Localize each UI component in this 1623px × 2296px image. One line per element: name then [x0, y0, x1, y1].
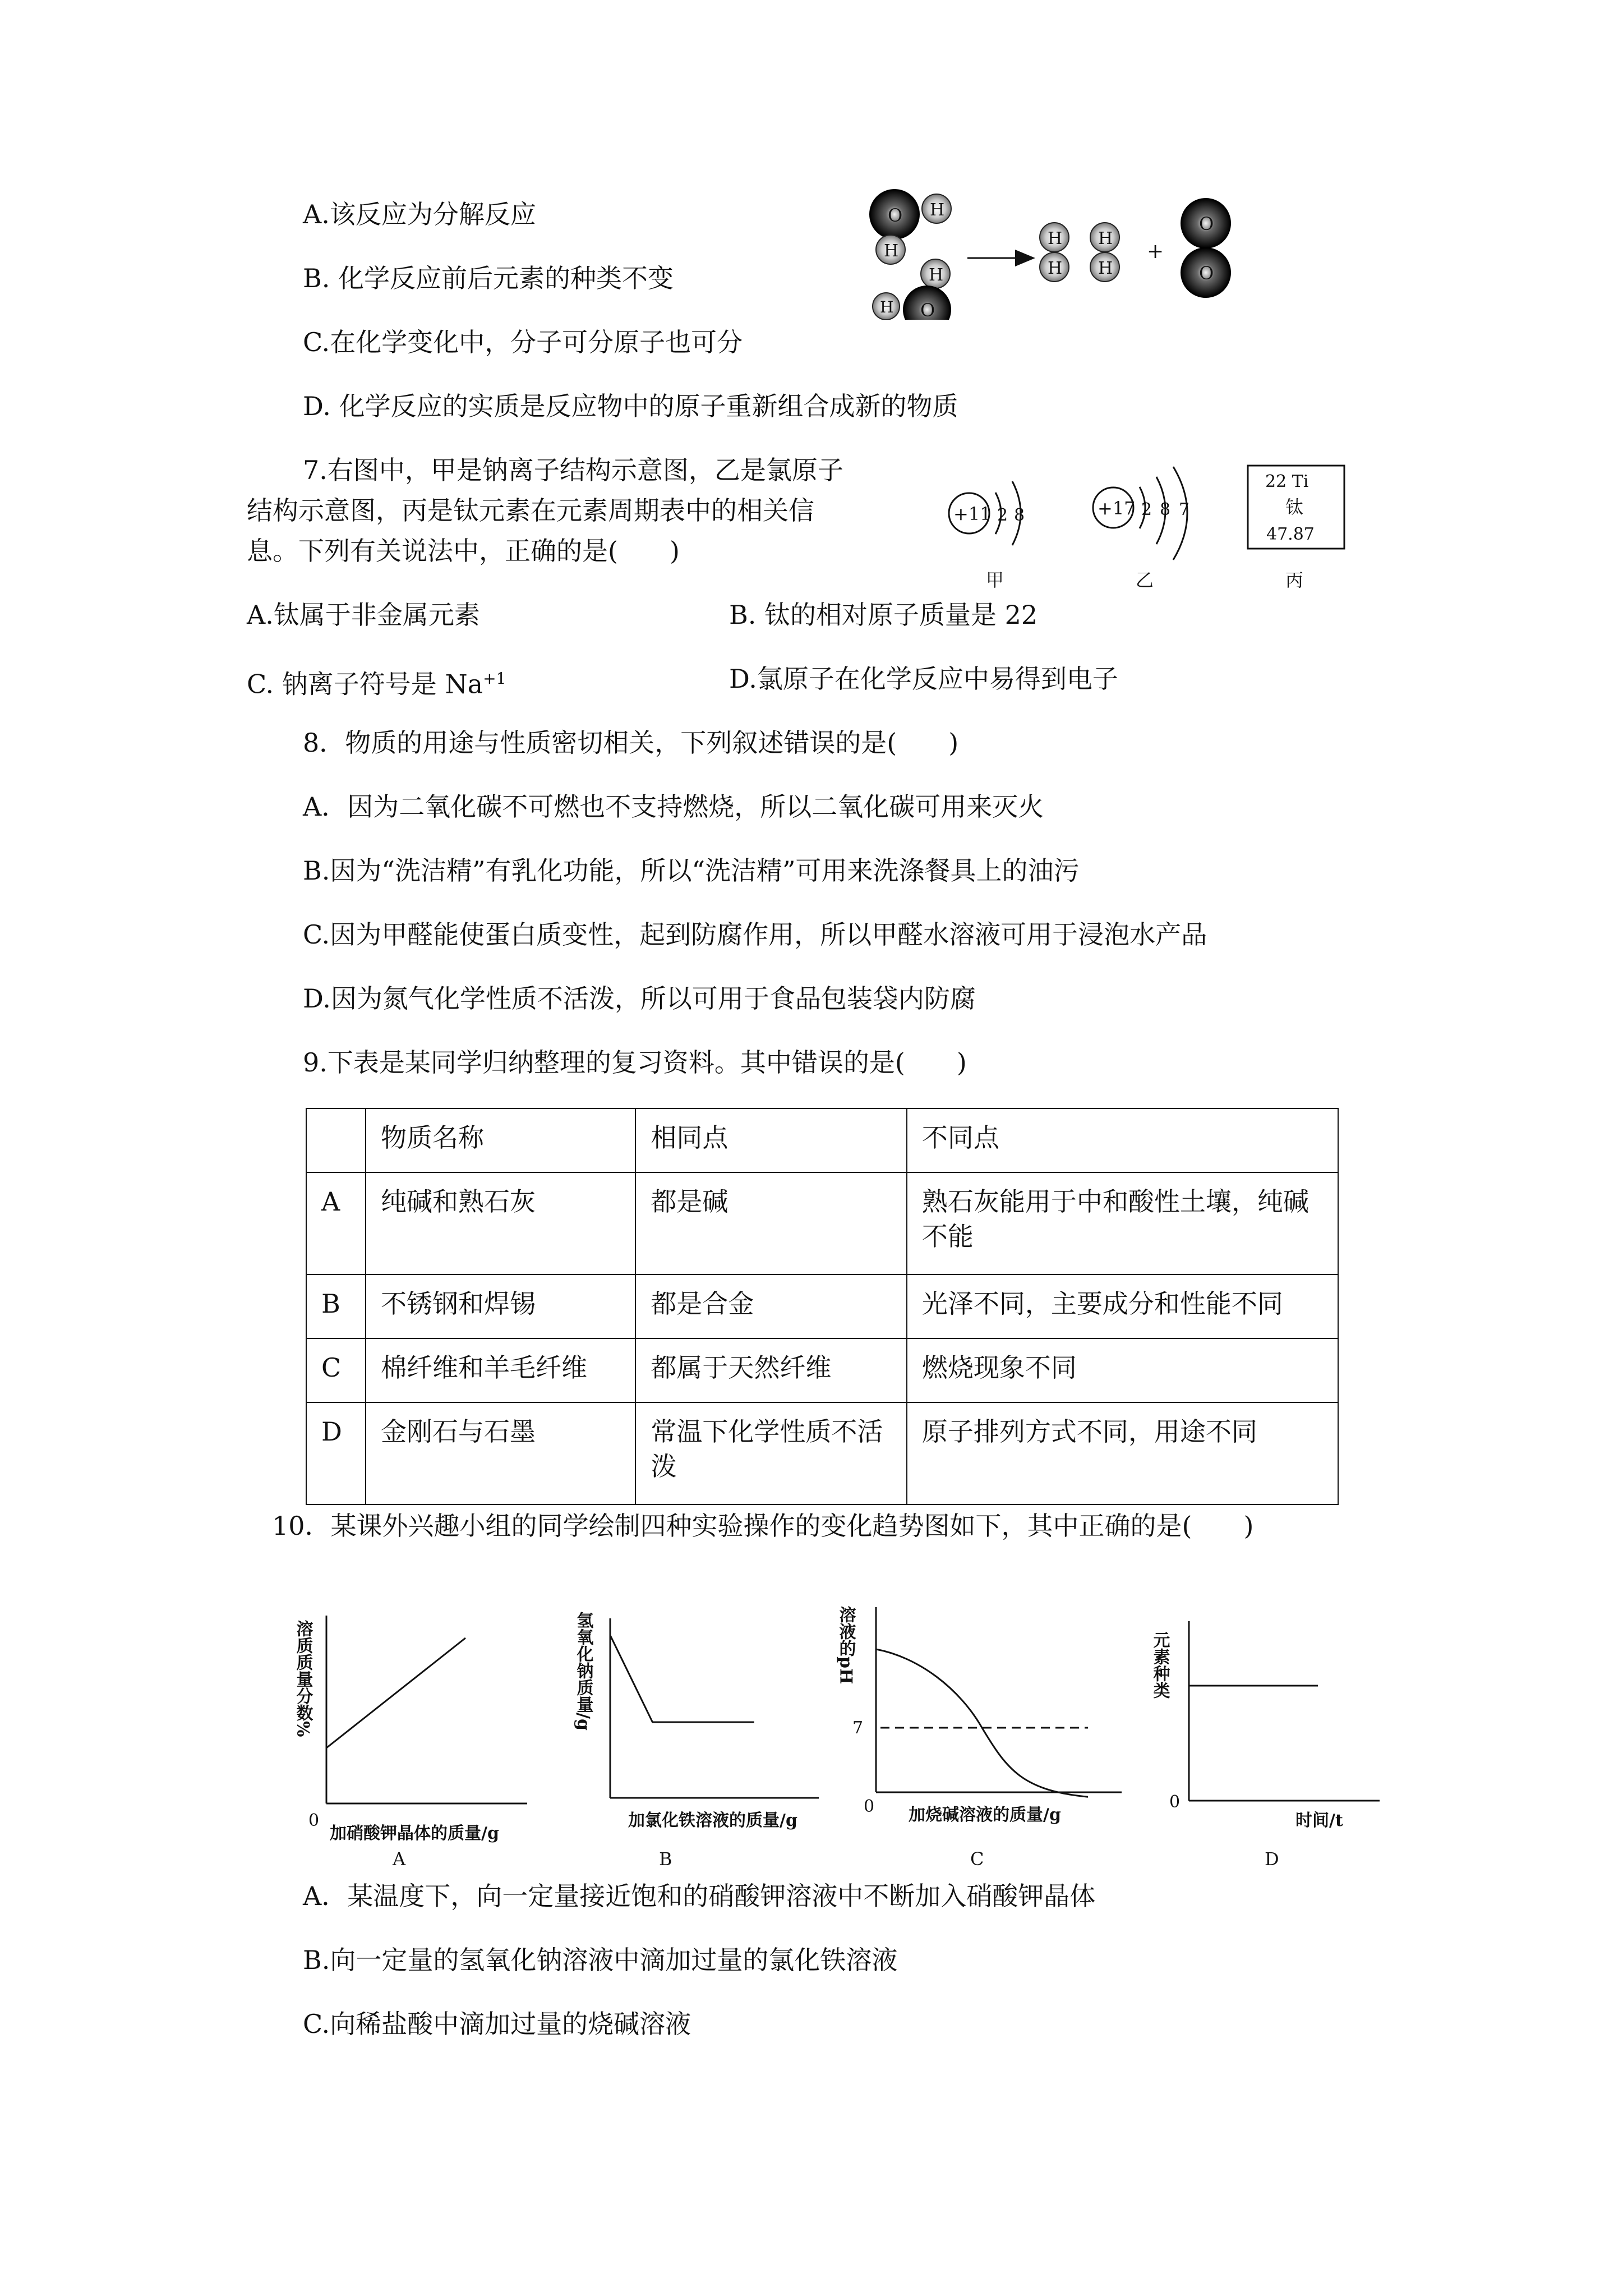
- series-line: [876, 1649, 1088, 1797]
- svg-text:H: H: [884, 241, 899, 261]
- table-row: [306, 1338, 1338, 1402]
- table-cell: 原子排列方式不同，用途不同: [907, 1402, 1338, 1504]
- svg-text:甲: 甲: [986, 569, 1004, 591]
- oxygen-molecule: [1181, 199, 1230, 297]
- x-axis-label: 加烧碱溶液的质量/g: [909, 1805, 1061, 1825]
- svg-text:H: H: [930, 200, 945, 220]
- hydrogen-molecules: [1040, 223, 1119, 282]
- table-cell: 常温下化学性质不活泼: [635, 1402, 906, 1504]
- q6-reaction-diagram: [864, 180, 1245, 320]
- charge-superscript: +1: [483, 669, 506, 688]
- table-cell: 金刚石与石墨: [366, 1402, 635, 1504]
- q8-option-d: D.因为氮气化学性质不活泼，所以可用于食品包装袋内防腐: [303, 983, 976, 1014]
- svg-text:丙: 丙: [1285, 569, 1304, 591]
- q8-stem: 8．物质的用途与性质密切相关，下列叙述错误的是( ): [303, 728, 959, 758]
- table-cell: 棉纤维和羊毛纤维: [366, 1338, 635, 1402]
- table-row: [306, 1172, 1338, 1274]
- chart-label: A: [393, 1848, 406, 1868]
- svg-text:O: O: [1199, 213, 1214, 234]
- svg-text:H: H: [1048, 229, 1063, 249]
- chart-label: D: [1265, 1848, 1279, 1868]
- table-cell: 熟石灰能用于中和酸性土壤，纯碱不能: [907, 1172, 1338, 1274]
- svg-text:H: H: [1048, 259, 1063, 278]
- q10-option-a: A．某温度下，向一定量接近饱和的硝酸钾溶液中不断加入硝酸钾晶体: [303, 1881, 1096, 1911]
- y-axis-label: 元素种类: [1150, 1631, 1170, 1699]
- table-cell: 不锈钢和焊锡: [366, 1274, 635, 1338]
- svg-text:乙: 乙: [1136, 569, 1154, 591]
- svg-text:47.87: 47.87: [1266, 524, 1315, 544]
- table-cell: 都是碱: [635, 1172, 906, 1274]
- table-cell: 光泽不同，主要成分和性能不同: [907, 1274, 1338, 1338]
- svg-text:H: H: [880, 298, 894, 316]
- q8-option-c: C.因为甲醛能使蛋白质变性，起到防腐作用，所以甲醛水溶液可用于浸泡水产品: [303, 919, 1207, 950]
- svg-text:钛: 钛: [1285, 496, 1304, 518]
- x-axis-label: 加硝酸钾晶体的质量/g: [330, 1824, 499, 1843]
- q7-option-c: C. 钠离子符号是 $Na^{+1}$: [247, 669, 506, 700]
- q6-option-d: D. 化学反应的实质是反应物中的原子重新组合成新的物质: [303, 391, 958, 421]
- q7-stem-line-2: 结构示意图，丙是钛元素在元素周期表中的相关信: [247, 495, 814, 526]
- x-axis-label: 时间/t: [1295, 1811, 1343, 1830]
- svg-text:+11: +11: [953, 503, 992, 524]
- q9-stem: 9.下表是某同学归纳整理的复习资料。其中错误的是( ): [303, 1047, 967, 1078]
- q8-option-a: A．因为二氧化碳不可燃也不支持燃烧，所以二氧化碳可用来灭火: [303, 792, 1044, 822]
- y-axis-label: 氢氧化钠质量/g: [573, 1612, 593, 1731]
- q7-option-a: A.钛属于非金属元素: [247, 600, 480, 630]
- svg-text:7: 7: [1179, 500, 1190, 519]
- svg-text:2: 2: [1141, 500, 1152, 519]
- table-cell: 都是合金: [635, 1274, 906, 1338]
- svg-text:2: 2: [997, 505, 1008, 525]
- table-row: [306, 1274, 1338, 1338]
- table-cell: 纯碱和熟石灰: [366, 1172, 635, 1274]
- q6-option-a: A.该反应为分解反应: [303, 199, 536, 229]
- y-axis-label: 溶液的pH: [836, 1606, 856, 1685]
- water-molecule-1: [870, 190, 951, 264]
- q10-option-b: B.向一定量的氢氧化钠溶液中滴加过量的氯化铁溶液: [303, 1945, 898, 1975]
- q9-table: [306, 1108, 1339, 1505]
- table-header-cell: 不同点: [907, 1108, 1338, 1172]
- table-cell: A: [306, 1172, 366, 1274]
- q6-option-c: C.在化学变化中，分子可分原子也可分: [303, 327, 743, 357]
- svg-text:8: 8: [1014, 505, 1025, 525]
- water-molecule-2: [873, 259, 951, 320]
- y-tick-label: 7: [852, 1718, 864, 1738]
- y-axis-label: 溶质质量分数%: [293, 1620, 313, 1737]
- titanium-periodic-cell: [1248, 466, 1344, 591]
- table-header-cell: 相同点: [635, 1108, 906, 1172]
- svg-text:8: 8: [1160, 500, 1171, 519]
- q10-chart-c: [830, 1590, 1133, 1868]
- svg-text:O: O: [1199, 263, 1214, 284]
- table-row: [306, 1402, 1338, 1504]
- origin-label: 0: [864, 1797, 875, 1816]
- q7-stem-line-1: 7.右图中，甲是钠离子结构示意图，乙是氯原子: [303, 455, 843, 485]
- plus-sign: +: [1147, 240, 1164, 263]
- chlorine-atom-diagram: [1093, 467, 1189, 591]
- q10-option-c: C.向稀盐酸中滴加过量的烧碱溶液: [303, 2009, 691, 2039]
- q7-stem-line-3: 息。下列有关说法中，正确的是( ): [247, 536, 680, 566]
- q7-option-b: B. 钛的相对原子质量是 22: [729, 600, 1038, 630]
- table-cell: D: [306, 1402, 366, 1504]
- table-header-cell: [306, 1108, 366, 1172]
- sodium-ion-diagram: [949, 481, 1025, 591]
- origin-label: 0: [308, 1811, 320, 1830]
- q8-option-b: B.因为“洗洁精”有乳化功能，所以“洗洁精”可用来洗涤餐具上的油污: [303, 855, 1080, 886]
- chart-label: B: [659, 1848, 672, 1868]
- chart-label: C: [970, 1848, 984, 1868]
- q10-chart-d: [1150, 1616, 1391, 1868]
- q10-stem: 10．某课外兴趣小组的同学绘制四种实验操作的变化趋势图如下，其中正确的是( ): [272, 1511, 1254, 1541]
- svg-text:+17: +17: [1098, 498, 1136, 519]
- table-cell: 都属于天然纤维: [635, 1338, 906, 1402]
- q10-chart-a: [280, 1604, 538, 1868]
- svg-text:H: H: [1098, 229, 1113, 249]
- svg-text:22 Ti: 22 Ti: [1265, 472, 1309, 491]
- table-cell: 燃烧现象不同: [907, 1338, 1338, 1402]
- q7-atom-structure-figure: [942, 460, 1368, 595]
- svg-text:O: O: [888, 205, 903, 226]
- table-header-row: [306, 1108, 1338, 1172]
- q10-chart-b: [566, 1596, 830, 1868]
- series-line: [610, 1635, 754, 1722]
- origin-label: 0: [1169, 1792, 1181, 1812]
- series-line: [326, 1638, 465, 1748]
- svg-text:H: H: [1098, 259, 1113, 278]
- x-axis-label: 加氯化铁溶液的质量/g: [628, 1811, 797, 1830]
- table-header-cell: 物质名称: [366, 1108, 635, 1172]
- table-cell: C: [306, 1338, 366, 1402]
- q7-option-d: D.氯原子在化学反应中易得到电子: [729, 664, 1118, 694]
- svg-text:O: O: [920, 300, 935, 320]
- svg-text:H: H: [929, 265, 944, 285]
- q6-option-b: B. 化学反应前后元素的种类不变: [303, 263, 674, 293]
- table-cell: B: [306, 1274, 366, 1338]
